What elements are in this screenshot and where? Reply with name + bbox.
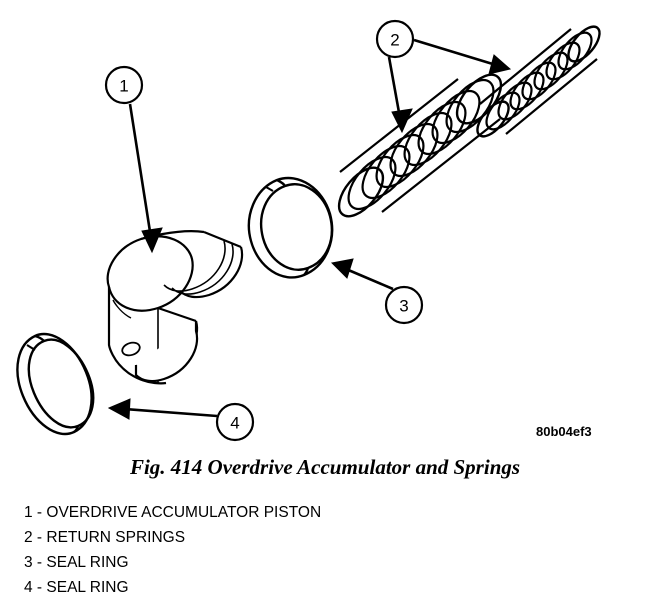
return-spring-small xyxy=(472,21,605,141)
callout-2-arrowhead-right xyxy=(489,55,510,74)
figure-caption: Fig. 414 Overdrive Accumulator and Springs xyxy=(129,455,521,479)
return-spring-large xyxy=(331,67,509,224)
callout-4 xyxy=(109,399,253,440)
callout-3 xyxy=(332,259,422,323)
seal-ring-lower xyxy=(17,334,93,434)
overdrive-accumulator-piston xyxy=(108,228,242,383)
legend-item: 2 - RETURN SPRINGS xyxy=(24,529,186,546)
callout-4-number: 4 xyxy=(230,413,240,433)
part-code-label: 80b04ef3 xyxy=(536,424,592,439)
callout-4-leader xyxy=(124,409,217,416)
callout-3-number: 3 xyxy=(399,296,409,316)
legend-item: 3 - SEAL RING xyxy=(24,554,129,571)
seal-ring-upper xyxy=(249,178,332,277)
callout-1-leader xyxy=(130,104,151,238)
callout-3-leader xyxy=(346,269,393,289)
callout-3-arrowhead xyxy=(332,259,353,278)
callout-2 xyxy=(377,21,510,132)
callout-1-number: 1 xyxy=(119,76,129,96)
callout-4-arrowhead xyxy=(109,399,130,419)
legend-item: 1 - OVERDRIVE ACCUMULATOR PISTON xyxy=(24,504,322,521)
callout-2-leader-right xyxy=(414,40,496,65)
callout-1 xyxy=(106,67,162,252)
figure-legend xyxy=(24,500,624,600)
legend-item: 4 - SEAL RING xyxy=(24,579,129,596)
callout-2-leader-left xyxy=(389,57,400,118)
callout-2-number: 2 xyxy=(390,30,400,50)
